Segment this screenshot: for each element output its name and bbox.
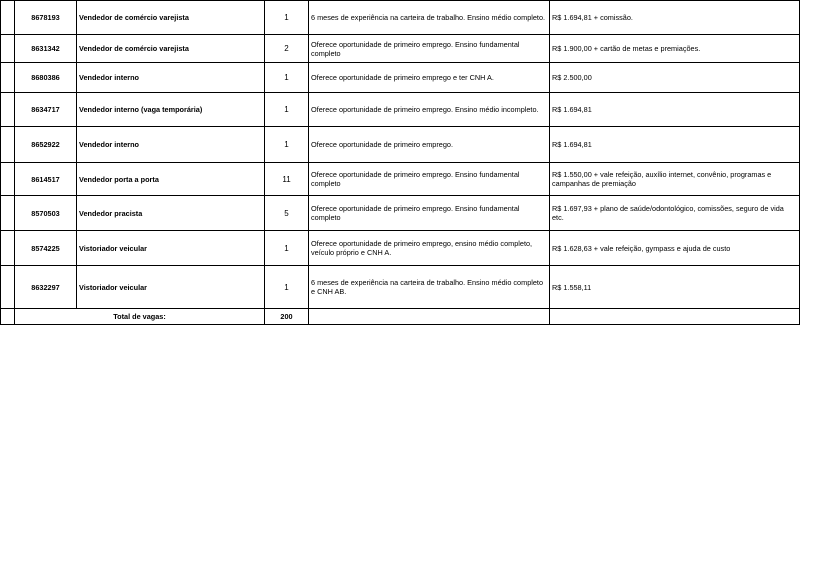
vacancy-code: 8680386 bbox=[15, 63, 77, 93]
row-margin-cell bbox=[1, 231, 15, 266]
salary: R$ 1.628,63 + vale refeição, gympass e ajuda de custo bbox=[550, 231, 800, 266]
vacancy-count: 5 bbox=[265, 196, 309, 231]
vacancy-code: 8574225 bbox=[15, 231, 77, 266]
vacancy-count: 11 bbox=[265, 163, 309, 196]
salary: R$ 1.694,81 bbox=[550, 127, 800, 163]
requirements: Oferece oportunidade de primeiro emprego. Ensino fundamental completo bbox=[309, 163, 550, 196]
row-margin-cell bbox=[1, 163, 15, 196]
row-margin-cell bbox=[1, 266, 15, 309]
table-row bbox=[1, 127, 800, 163]
vacancy-count: 1 bbox=[265, 127, 309, 163]
table-row bbox=[1, 1, 800, 35]
vacancy-count: 1 bbox=[265, 1, 309, 35]
job-title: Vendedor porta a porta bbox=[77, 163, 265, 196]
vacancy-code: 8632297 bbox=[15, 266, 77, 309]
vacancy-code: 8631342 bbox=[15, 35, 77, 63]
salary: R$ 1.697,93 + plano de saúde/odontológico, comissões, seguro de vida etc. bbox=[550, 196, 800, 231]
job-title: Vendedor pracista bbox=[77, 196, 265, 231]
requirements: Oferece oportunidade de primeiro emprego. Ensino fundamental completo bbox=[309, 35, 550, 63]
table-row bbox=[1, 231, 800, 266]
salary: R$ 2.500,00 bbox=[550, 63, 800, 93]
job-title: Vendedor interno bbox=[77, 127, 265, 163]
vacancy-count: 1 bbox=[265, 63, 309, 93]
salary: R$ 1.550,00 + vale refeição, auxílio internet, convênio, programas e campanhas de premiação bbox=[550, 163, 800, 196]
row-margin-cell bbox=[1, 63, 15, 93]
vacancy-code: 8570503 bbox=[15, 196, 77, 231]
table-row bbox=[1, 35, 800, 63]
vacancy-code: 8678193 bbox=[15, 1, 77, 35]
vacancy-code: 8634717 bbox=[15, 93, 77, 127]
requirements: Oferece oportunidade de primeiro emprego, ensino médio completo, veículo próprio e CNH A. bbox=[309, 231, 550, 266]
row-margin-cell bbox=[1, 1, 15, 35]
vacancy-code: 8652922 bbox=[15, 127, 77, 163]
requirements: Oferece oportunidade de primeiro emprego e ter CNH A. bbox=[309, 63, 550, 93]
table-row bbox=[1, 93, 800, 127]
job-title: Vendedor interno (vaga temporária) bbox=[77, 93, 265, 127]
table-row bbox=[1, 196, 800, 231]
job-title: Vendedor de comércio varejista bbox=[77, 1, 265, 35]
vacancy-count: 1 bbox=[265, 93, 309, 127]
total-label: Total de vagas: bbox=[15, 309, 265, 325]
salary: R$ 1.900,00 + cartão de metas e premiações. bbox=[550, 35, 800, 63]
table-row bbox=[1, 266, 800, 309]
job-title: Vendedor interno bbox=[77, 63, 265, 93]
row-margin-cell bbox=[1, 196, 15, 231]
requirements: Oferece oportunidade de primeiro emprego. bbox=[309, 127, 550, 163]
salary: R$ 1.558,11 bbox=[550, 266, 800, 309]
salary: R$ 1.694,81 + comissão. bbox=[550, 1, 800, 35]
row-margin-cell bbox=[1, 93, 15, 127]
table-row bbox=[1, 63, 800, 93]
vacancy-count: 2 bbox=[265, 35, 309, 63]
empty-cell bbox=[550, 309, 800, 325]
salary: R$ 1.694,81 bbox=[550, 93, 800, 127]
job-title: Vistoriador veicular bbox=[77, 266, 265, 309]
total-value: 200 bbox=[265, 309, 309, 325]
job-title: Vistoriador veicular bbox=[77, 231, 265, 266]
vacancy-code: 8614517 bbox=[15, 163, 77, 196]
row-margin-cell bbox=[1, 309, 15, 325]
requirements: 6 meses de experiência na carteira de trabalho. Ensino médio completo. bbox=[309, 1, 550, 35]
table-row bbox=[1, 163, 800, 196]
row-margin-cell bbox=[1, 35, 15, 63]
row-margin-cell bbox=[1, 127, 15, 163]
requirements: Oferece oportunidade de primeiro emprego. Ensino fundamental completo bbox=[309, 196, 550, 231]
vacancy-count: 1 bbox=[265, 266, 309, 309]
requirements: Oferece oportunidade de primeiro emprego. Ensino médio incompleto. bbox=[309, 93, 550, 127]
empty-cell bbox=[309, 309, 550, 325]
total-row bbox=[1, 309, 800, 325]
requirements: 6 meses de experiência na carteira de trabalho. Ensino médio completo e CNH AB. bbox=[309, 266, 550, 309]
job-title: Vendedor de comércio varejista bbox=[77, 35, 265, 63]
vacancy-count: 1 bbox=[265, 231, 309, 266]
